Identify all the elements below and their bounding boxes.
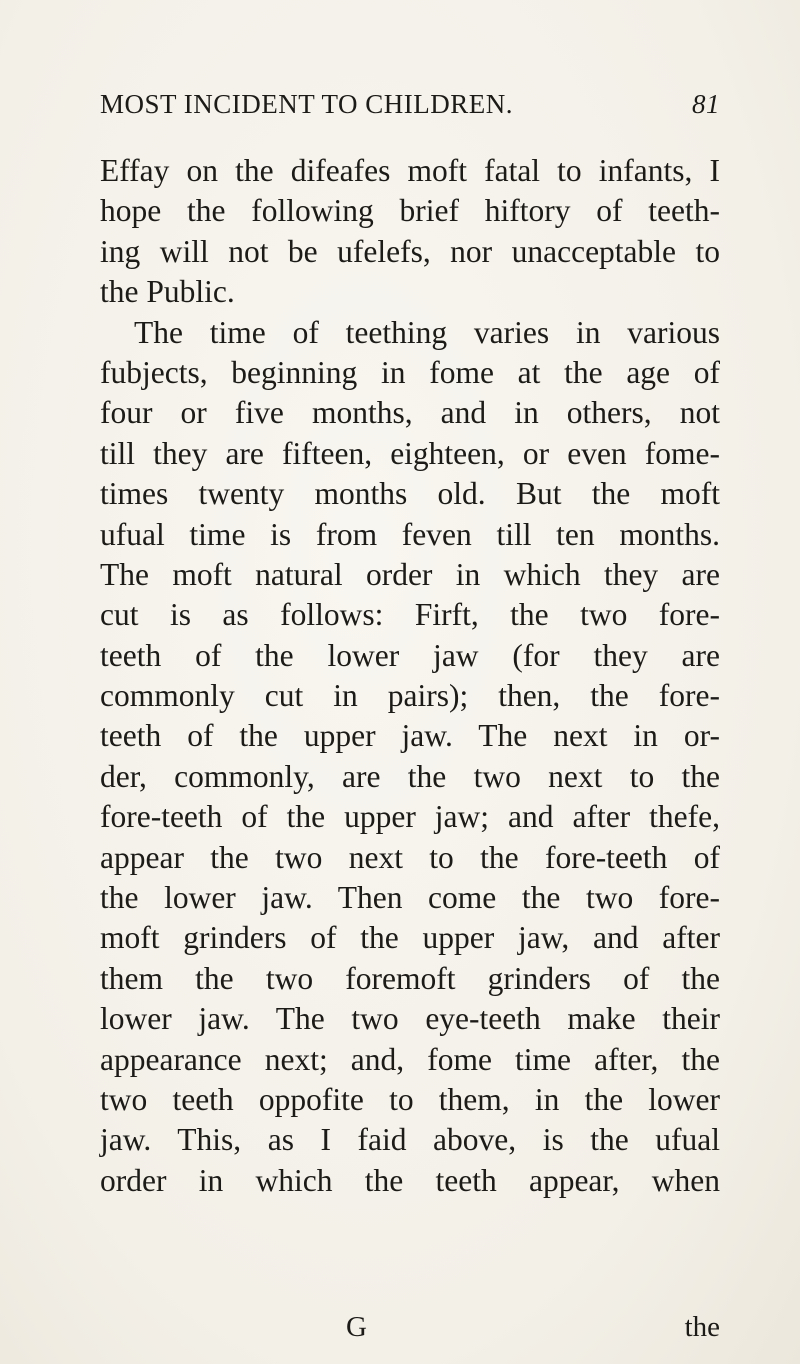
text-line: the Public.	[100, 274, 235, 310]
paragraph-start-line: The time of teething varies in various	[134, 314, 720, 350]
signature-mark: G	[346, 1311, 367, 1343]
text-line: four or five months, and in others, not	[100, 395, 720, 431]
text-line: commonly cut in pairs); then, the fore-	[100, 678, 720, 714]
text-line: lower jaw. The two eye-teeth make their	[100, 1001, 720, 1037]
text-line: hope the following brief hiftory of teeth-	[100, 193, 720, 229]
text-line: ufual time is from feven till ten months.	[100, 516, 720, 552]
text-line: ing will not be ufelefs, nor unacceptable to	[100, 233, 720, 269]
text-line: two teeth oppofite to them, in the lower	[100, 1081, 720, 1117]
text-line: fubjects, beginning in fome at the age of	[100, 354, 720, 390]
text-line: fore-teeth of the upper jaw; and after thefe,	[100, 799, 720, 835]
text-line: appearance next; and, fome time after, the	[100, 1041, 720, 1077]
text-line: moft grinders of the upper jaw, and after	[100, 920, 720, 956]
page-footer	[100, 1311, 720, 1351]
text-line: till they are fifteen, eighteen, or even fome-	[100, 435, 720, 471]
text-line: der, commonly, are the two next to the	[100, 758, 720, 794]
text-line: the lower jaw. Then come the two fore-	[100, 880, 720, 916]
text-line: order in which the teeth appear, when	[100, 1162, 720, 1198]
text-line: teeth of the upper jaw. The next in or-	[100, 718, 720, 754]
text-line: times twenty months old. But the moft	[100, 476, 720, 512]
page-header	[100, 89, 720, 129]
text-line: teeth of the lower jaw (for they are	[100, 637, 720, 673]
text-line: jaw. This, as I faid above, is the ufual	[100, 1122, 720, 1158]
text-line: The moft natural order in which they are	[100, 556, 720, 592]
text-line: appear the two next to the fore-teeth of	[100, 839, 720, 875]
text-line: them the two foremoft grinders of the	[100, 960, 720, 996]
page-number: 81	[692, 89, 720, 119]
running-head: MOST INCIDENT TO CHILDREN.	[100, 89, 514, 119]
body-text	[100, 151, 720, 1201]
text-line: cut is as follows: Firft, the two fore-	[100, 597, 720, 633]
text-line: Effay on the difeafes moft fatal to infants, I	[100, 153, 720, 188]
catchword: the	[684, 1311, 720, 1343]
